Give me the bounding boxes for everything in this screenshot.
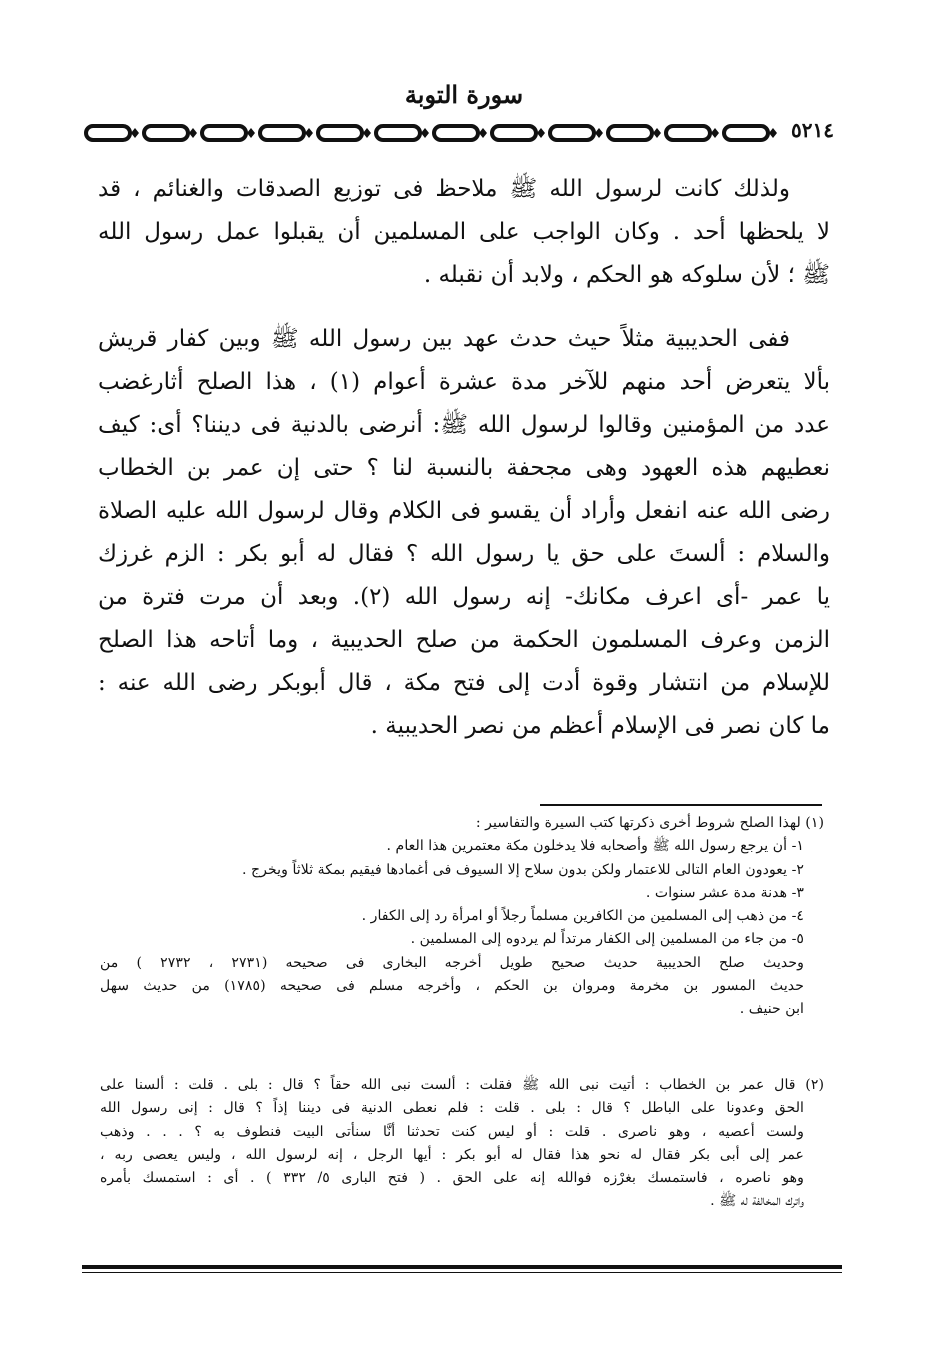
text-line: بألا يتعرض أحد منهم للآخر مدة عشرة أعوام (١) ، هذا الصلح أثارغضب [98, 369, 830, 395]
text-line: للإسلام من انتشار وقوة أدت إلى فتح مكة ، قال أبوبكر رضى الله عنه : [98, 670, 830, 696]
ornament-link [666, 126, 710, 140]
ornament-diamond [305, 128, 313, 138]
ornament-link [260, 126, 304, 140]
ornament-diamond [769, 128, 777, 138]
text-line: وحديث صلح الحديبية حديث صحيح طويل أخرجه البخارى فى صحيحه (٢٧٣١ ، ٢٧٣٢ ) من [100, 954, 804, 971]
text-line: وهو ناصره ، فاستمسك بغرْزه فوالله إنه على الحق . ( فتح البارى ٥/ ٣٣٢ ) . أى : استمسك بأمره [100, 1170, 805, 1187]
ornament-link [376, 126, 420, 140]
ornament-link [492, 126, 536, 140]
text-line: يا عمر -أى اعرف مكانك- إنه رسول الله (٢). وبعد أن مرت فترة من [98, 584, 830, 610]
ornament-link [434, 126, 478, 140]
text-line: نعطيهم هذه العهود وهى مجحفة بالنسبة لنا ؟ حتى إن عمر بن الخطاب [98, 455, 830, 481]
ornament-diamond [131, 128, 139, 138]
ornament-diamond [247, 128, 255, 138]
text-line: ٥- من جاء من المسلمين إلى الكفار مرتداً لم يردوه إلى المسلمين . [410, 931, 804, 948]
page-number: ٥٢١٤ [787, 118, 838, 142]
text-line: ففى الحديبية مثلاً حيث حدث عهد بين رسول الله ﷺ وبين كفار قريش [98, 326, 790, 352]
paragraph-2 [98, 318, 830, 748]
text-line: ١- أن يرجع رسول الله ﷺ وأصحابه فلا يدخلون مكة معتمرين هذا العام . [386, 838, 804, 855]
text-line: ولذلك كانت لرسول الله ﷺ ملاحظ فى توزيع الصدقات والغنائم ، قد [98, 176, 790, 202]
text-line: ابن حنيف . [739, 1001, 804, 1018]
text-line: حديث المسور بن مخرمة ومروان بن الحكم ، وأخرجه مسلم فى صحيحه (١٧٨٥) من حديث سهل [100, 978, 805, 995]
text-line: الحق وعدونا على الباطل ؟ قال : بلى . قلت : فلم نعطى الدنية فى ديننا إذاً ؟ قال : إنى رسول الله [100, 1100, 804, 1117]
text-line: (٢) قال عمر بن الخطاب : أتيت نبى الله ﷺ فقلت : ألست نبى الله حقاً ؟ قال : بلى . قلت : ألسنا على [100, 1077, 824, 1093]
bottom-rule-thin [82, 1272, 842, 1273]
ornament-link [724, 126, 768, 140]
surah-title: سورة التوبة [404, 80, 524, 109]
text-line: عدد من المؤمنين وقالوا لرسول الله ﷺ: أنرضى بالدنية فى ديننا؟ أى: كيف [98, 412, 830, 438]
ornament-link [202, 126, 246, 140]
ornamental-header-band [82, 121, 842, 145]
text-line: والسلام : ألستَ على حق يا رسول الله ؟ فقال له أبو بكر : الزم غرزك [98, 541, 830, 567]
ornament-link [318, 126, 362, 140]
ornament-diamond [595, 128, 603, 138]
footnote-2 [100, 1074, 824, 1214]
text-line: واترك المخالفة له ﷺ . [710, 1193, 804, 1210]
text-line: ٢- يعودون العام التالى للاعتمار ولكن بدون سلاح إلا السيوف فى أغمادها فيقيم بمكة ثلاثاً ويخرج . [242, 861, 804, 878]
text-line: لا يلحظها أحد . وكان الواجب على المسلمين أن يقبلوا عمل رسول الله [98, 219, 830, 245]
text-line: ما كان نصر فى الإسلام أعظم من نصر الحديبية . [370, 713, 830, 739]
paragraph-1 [98, 168, 830, 297]
ornament-diamond [189, 128, 197, 138]
ornament-diamond [711, 128, 719, 138]
ornament-diamond [363, 128, 371, 138]
ornament-diamond [653, 128, 661, 138]
ornament-diamond [537, 128, 545, 138]
ornament-link [608, 126, 652, 140]
text-line: ٣- هدنة مدة عشر سنوات . [645, 884, 804, 901]
text-line: ﷺ ؛ لأن سلوكه هو الحكم ، ولابد أن نقبله . [423, 262, 830, 288]
text-line: (١) لهذا الصلح شروط أخرى ذكرتها كتب السيرة والتفاسير : [475, 815, 824, 831]
footnote-separator [540, 804, 822, 806]
footnote-1 [100, 812, 824, 1022]
ornament-diamond [421, 128, 429, 138]
ornament-link [550, 126, 594, 140]
ornament-link [144, 126, 188, 140]
text-line: ولست أعصيه ، وهو ناصرى . قلت : أو ليس كنت تحدثنا أنَّا سنأتى البيت فنطوف به ؟ . . . وذهب [100, 1123, 804, 1140]
text-line: عمر إلى أبى بكر فقال له نحو هذا فقال له أبو بكر : أيها الرجل ، إنه لرسول الله ، وليس يعصى ربه ، [100, 1146, 804, 1163]
ornament-link [86, 126, 130, 140]
text-line: رضى الله عنه انفعل وأراد أن يقسو فى الكلام وقال لرسول الله عليه الصلاة [98, 498, 830, 524]
text-line: الزمن وعرف المسلمون الحكمة من صلح الحديبية ، وما أتاحه هذا الصلح [98, 627, 830, 653]
text-line: ٤- من ذهب إلى المسلمين من الكافرين مسلماً رجلاً أو امرأة رد إلى الكفار . [361, 908, 804, 925]
ornament-diamond [479, 128, 487, 138]
bottom-rule [82, 1265, 842, 1269]
